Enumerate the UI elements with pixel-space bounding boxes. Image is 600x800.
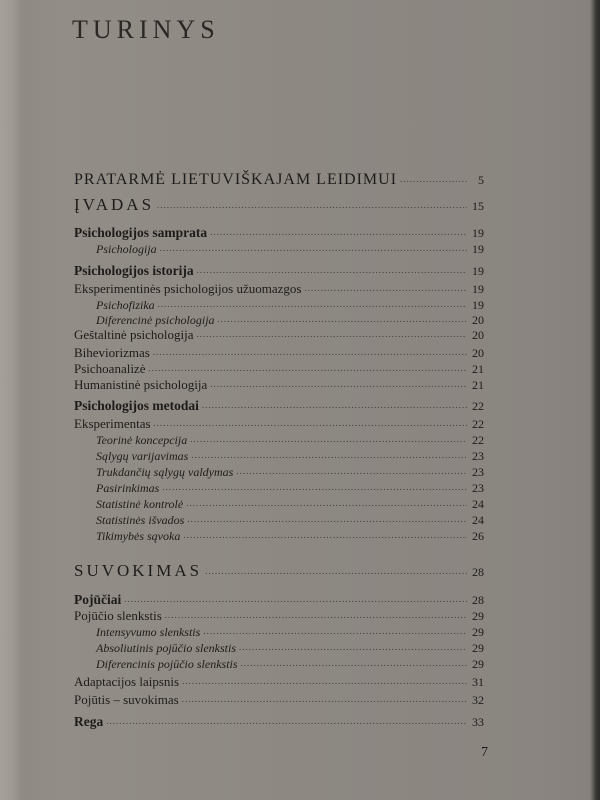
toc-entry-perception xyxy=(74,560,484,581)
toc-entry-label: Tikimybės sąvoka xyxy=(96,529,181,543)
toc-entry-page: 28 xyxy=(472,593,484,607)
toc-entry-page: 24 xyxy=(472,497,484,511)
dot-leader xyxy=(190,428,467,444)
toc-entry xyxy=(74,323,484,343)
toc-entry-label: Geštaltinė psichologija xyxy=(74,327,194,342)
toc-entry-page: 19 xyxy=(472,226,484,240)
toc-entry xyxy=(74,652,484,672)
toc-entry-page: 21 xyxy=(472,378,484,392)
toc-entry-label: Adaptacijos laipsnis xyxy=(74,674,180,689)
toc-entry xyxy=(74,259,484,279)
toc-entry-label: Rega xyxy=(74,714,104,729)
dot-leader xyxy=(202,394,467,410)
dot-leader xyxy=(162,476,467,492)
toc-entry-label: Trukdančių sąlygų valdymas xyxy=(96,465,234,479)
toc-entry-page: 20 xyxy=(472,313,484,327)
dot-leader xyxy=(187,508,467,524)
toc-entry-page: 22 xyxy=(472,433,484,447)
dot-leader xyxy=(160,237,467,253)
dot-leader xyxy=(182,670,467,686)
dot-leader xyxy=(154,412,467,428)
toc-entry-label: Statistinė kontrolė xyxy=(96,497,184,511)
toc-entry-page: 23 xyxy=(472,449,484,463)
toc-entry xyxy=(74,670,484,690)
dot-leader xyxy=(182,688,467,704)
dot-leader xyxy=(304,277,467,293)
dot-leader xyxy=(197,259,467,275)
toc-entry-label: ĮVADAS xyxy=(74,195,155,214)
toc-entry-label: SUVOKIMAS xyxy=(74,561,203,580)
dot-leader xyxy=(239,636,467,652)
toc-entry-label: Pojūčiai xyxy=(74,592,122,607)
toc-entry-introduction xyxy=(74,194,484,215)
dot-leader xyxy=(241,652,467,668)
toc-entry-page: 33 xyxy=(472,715,484,729)
toc-entry-label: Pojūtis – suvokimas xyxy=(74,692,179,707)
toc-entry xyxy=(74,394,484,414)
toc-entry-label: Diferencinis pojūčio slenkstis xyxy=(96,657,238,671)
toc-entry-page: 29 xyxy=(472,609,484,623)
toc-entry-label: Diferencinė psichologija xyxy=(96,313,215,327)
toc-entry-label: Sąlygų varijavimas xyxy=(96,449,189,463)
toc-entry-label: Absoliutinis pojūčio slenkstis xyxy=(96,641,236,655)
toc-entry-page: 19 xyxy=(472,242,484,256)
toc-entry xyxy=(74,710,484,730)
toc-entry-page: 19 xyxy=(472,298,484,312)
toc-entry-label: Pojūčio slenkstis xyxy=(74,608,162,623)
toc-entry xyxy=(74,524,484,544)
toc-entry-page: 31 xyxy=(472,675,484,689)
toc-entry-label: Psichoanalizė xyxy=(74,361,146,376)
toc-entry-page: 23 xyxy=(472,465,484,479)
dot-leader xyxy=(197,323,467,339)
toc-entry-page: 24 xyxy=(472,513,484,527)
toc-entry xyxy=(74,373,484,393)
toc-entry xyxy=(74,688,484,708)
dot-leader xyxy=(218,308,467,324)
toc-entry-page: 21 xyxy=(472,362,484,376)
toc-entry-page: 20 xyxy=(472,328,484,342)
dot-leader xyxy=(205,560,467,576)
toc-entry-label: Eksperimentas xyxy=(74,416,151,431)
dot-leader xyxy=(148,357,467,373)
dot-leader xyxy=(165,604,467,620)
dot-leader xyxy=(158,293,467,309)
dot-leader xyxy=(191,444,467,460)
dot-leader xyxy=(183,524,467,540)
toc-entry-label: Teorinė koncepcija xyxy=(96,433,188,447)
toc-entry-page: 29 xyxy=(472,657,484,671)
toc-entry-label: Eksperimentinės psichologijos užuomazgos xyxy=(74,281,302,296)
dot-leader xyxy=(186,492,467,508)
page-number: 7 xyxy=(481,745,488,760)
toc-entry-label: Biheviorizmas xyxy=(74,345,150,360)
toc-entry-page: 23 xyxy=(472,481,484,495)
toc-entry-label: Statistinės išvados xyxy=(96,513,185,527)
dot-leader xyxy=(236,460,467,476)
toc-entry xyxy=(74,237,484,257)
dot-leader xyxy=(153,341,467,357)
toc-entry-page: 28 xyxy=(472,565,484,579)
toc-entry-page: 22 xyxy=(472,417,484,431)
dot-leader xyxy=(124,588,467,604)
toc-entry-page: 29 xyxy=(472,641,484,655)
toc-entry-label: Psichofizika xyxy=(96,298,155,312)
toc-entry-page: 15 xyxy=(472,199,484,213)
toc-entry-label: Psichologijos samprata xyxy=(74,225,208,240)
dot-leader xyxy=(157,194,467,210)
toc-entry-page: 5 xyxy=(478,173,484,187)
toc-entry-page: 22 xyxy=(472,399,484,413)
toc-entry-label: Intensyvumo slenkstis xyxy=(96,625,201,639)
toc-entry-label: Humanistinė psichologija xyxy=(74,377,208,392)
dot-leader xyxy=(400,168,467,184)
toc-entry-page: 20 xyxy=(472,346,484,360)
toc-entry-foreword xyxy=(74,168,484,189)
dot-leader xyxy=(106,710,467,726)
page-title: TURINYS xyxy=(72,15,220,44)
toc-entry-label: Psichologijos metodai xyxy=(74,398,199,413)
dot-leader xyxy=(203,620,467,636)
toc-entry-label: Psichologijos istorija xyxy=(74,263,194,278)
toc-entry-page: 26 xyxy=(472,529,484,543)
toc-entry-page: 32 xyxy=(472,693,484,707)
toc-entry-page: 29 xyxy=(472,625,484,639)
toc-entry-page: 19 xyxy=(472,282,484,296)
toc-entry-label: PRATARMĖ LIETUVIŠKAJAM LEIDIMUI xyxy=(74,171,398,188)
toc-entry-label: Psichologija xyxy=(96,242,157,256)
dot-leader xyxy=(210,373,467,389)
toc-entry-label: Pasirinkimas xyxy=(96,481,160,495)
toc-entry-page: 19 xyxy=(472,264,484,278)
dot-leader xyxy=(210,221,467,237)
